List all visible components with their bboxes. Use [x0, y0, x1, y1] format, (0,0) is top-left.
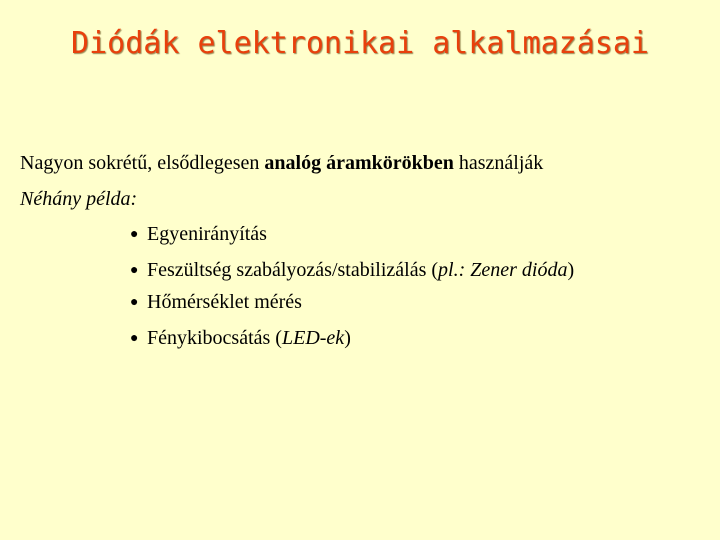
bullet-icon: ● — [130, 295, 139, 310]
bullet-text-italic: LED-ek — [281, 327, 345, 349]
bullet-item — [130, 326, 351, 351]
bullet-text: Feszültség szabályozás/stabilizálás ( — [147, 259, 439, 281]
bullet-text: Fénykibocsátás ( — [147, 327, 282, 349]
examples-label: Néhány példa: — [20, 188, 138, 210]
bullet-text: Hőmérséklet mérés — [147, 291, 302, 313]
bullet-text-italic: pl.: Zener dióda — [438, 259, 568, 281]
bullet-icon: ● — [130, 227, 139, 242]
intro-emphasis: analóg áramkörökben — [264, 152, 454, 174]
slide-title: Diódák elektronikai alkalmazásai — [71, 26, 649, 61]
bullet-item — [130, 222, 267, 247]
bullet-item — [130, 258, 574, 283]
intro-suffix: használják — [453, 152, 544, 174]
bullet-item — [130, 290, 302, 315]
bullet-icon: ● — [130, 263, 139, 278]
bullet-text-after: ) — [567, 259, 575, 281]
bullet-icon: ● — [130, 331, 139, 346]
bullet-text-after: ) — [344, 327, 351, 349]
intro-prefix: Nagyon sokrétű, elsődlegesen — [20, 152, 265, 174]
intro-line — [20, 151, 543, 175]
bullet-text: Egyenirányítás — [147, 223, 267, 245]
